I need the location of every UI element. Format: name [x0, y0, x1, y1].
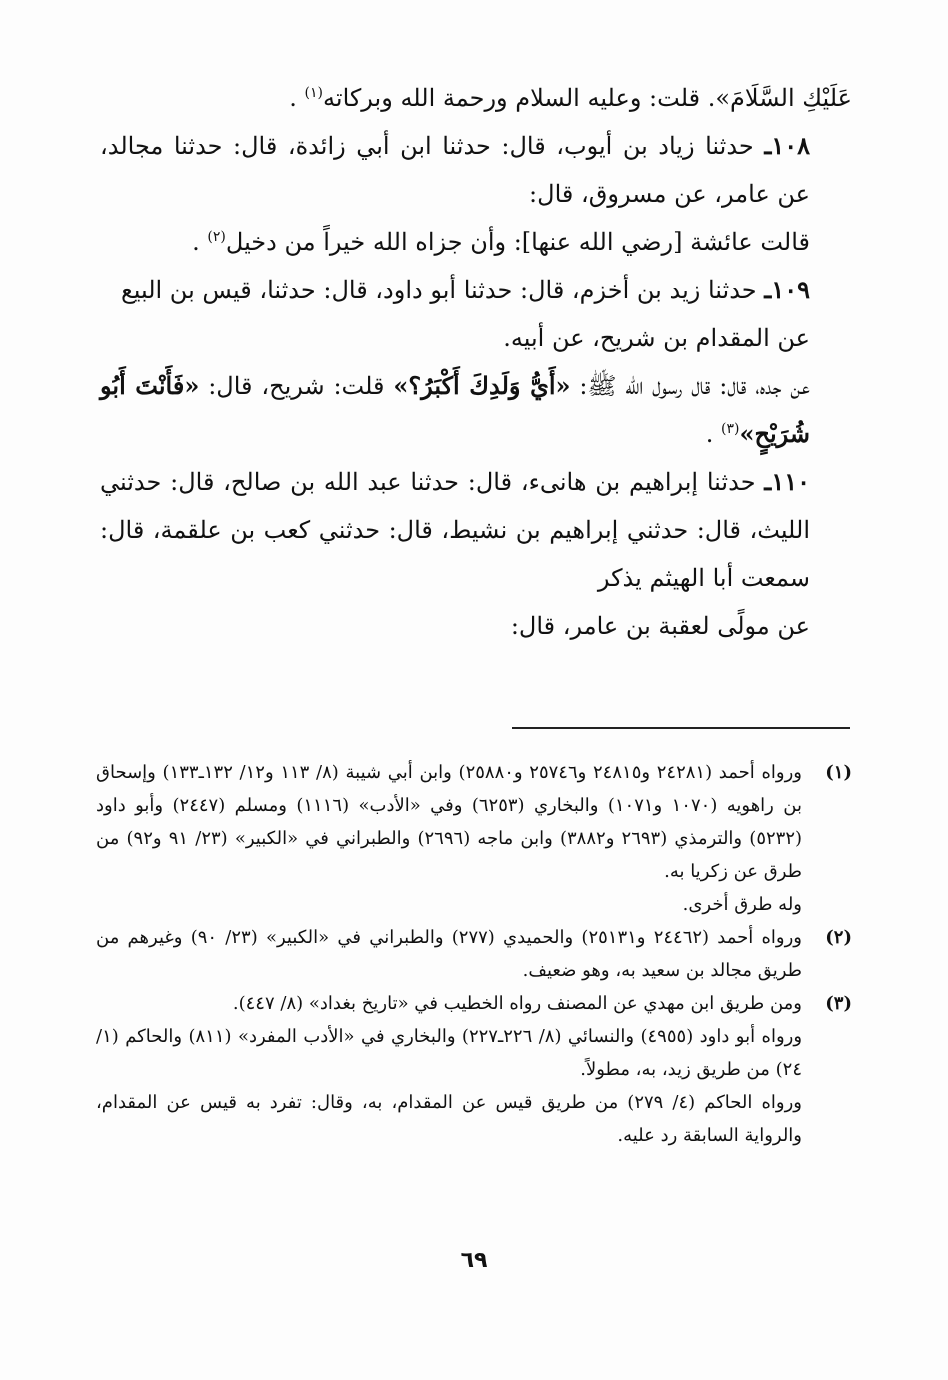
page-number: ٦٩ — [460, 1248, 488, 1273]
prophetic-quote: «فَأَنْتَ أَبُو شُرَيْحٍ» — [100, 371, 810, 448]
hadith-108: ١٠٨ـ حدثنا زياد بن أيوب، قال: حدثنا ابن أبي زائدة، قال: حدثنا مجالد، عن عامر، عن مسروق، قال: — [100, 131, 811, 208]
footnote-line: ومن طريق ابن مهدي عن المصنف رواه الخطيب في «تاريخ بغداد» (٨/ ٤٤٧). — [232, 993, 802, 1014]
footnote-number: (٣) — [825, 993, 852, 1014]
footnote-number: (١) — [825, 762, 852, 783]
hadith-number: ١٠٩ـ — [764, 275, 810, 304]
hadith-number: ١٠٨ـ — [764, 131, 811, 160]
footnotes — [96, 756, 852, 1152]
footnote-ref-2[interactable]: (٢) — [207, 229, 226, 245]
footnote-ref-3[interactable]: (٣) — [721, 421, 740, 437]
footnote-3 — [96, 987, 852, 1152]
footnote-divider — [512, 727, 850, 729]
hadith-109-text: عن جده، قال: قال رسول الله ﷺ: «أَيُّ وَلَدِكَ أَكْبَرُ؟» قلت: شريح، قال: «فَأَنْتَ أَبُو شُرَيْحٍ»$^{(٣)}$ . — [100, 371, 810, 448]
footnote-line: ورواه أحمد (٢٤٤٦٢ و٢٥١٣١) والحميدي (٢٧٧) والطبراني في «الكبير» (٢٣/ ٩٠) وغيرهم من طريق مجالد بن سعيد به، وهو ضعيف. — [96, 927, 802, 981]
footnote-line: ورواه أحمد (٢٤٢٨١ و٢٤٨١٥ و٢٥٧٤٦ و٢٥٨٨٠) وابن أبي شيبة (٨/ ١١٣ و١٢/ ١٣٢ـ١٣٣) وإسحاق بن راهويه (١٠٧٠ و١٠٧١) والبخاري (٦٢٥٣) وفي «الأدب» (١١١٦) ومسلم (٢٤٤٧) وأبو داود (٥٢٣٢) والترمذي (٢٦٩٣ و٣٨٨٢) وابن ماجه (٢٦٩٦) والطبراني في «الكبير» (٢٣/ ٩١ و٩٢) من طرق عن زكريا به. — [96, 762, 803, 882]
footnote-line: ورواه الحاكم (٤/ ٢٧٩) من طريق قيس عن المقدام، به، وقال: تفرد به قيس عن المقدام، والرواية السابقة رد عليه. — [96, 1092, 802, 1146]
hadith-number: ١١٠ـ — [764, 467, 810, 496]
main-text — [100, 74, 852, 650]
hadith-109-isnad: عن المقدام بن شريح، عن أبيه. — [503, 324, 810, 352]
hadith-108-text: قالت عائشة [رضي الله عنها]: وأن جزاه الله خيراً من دخيل$^{(٢)}$ . — [192, 228, 810, 256]
footnote-line: وله طرق أخرى. — [682, 894, 802, 915]
footnote-line: ورواه أبو داود (٤٩٥٥) والنسائي (٨/ ٢٢٦ـ٢٢٧) والبخاري في «الأدب المفرد» (٨١١) والحاكم (١/ ٢٤) من طريق زيد، به، مطولاً. — [96, 1026, 803, 1080]
hadith-110-isnad: عن مولًى لعقبة بن عامر، قال: — [510, 612, 810, 640]
footnote-ref-1[interactable]: (١) — [304, 85, 324, 101]
footnote-2 — [96, 921, 852, 987]
hadith-110: ١١٠ـ حدثنا إبراهيم بن هانىء، قال: حدثنا عبد الله بن صالح، قال: حدثني الليث، قال: حدثني إبراهيم بن نشيط، قال: حدثني كعب بن علقمة، قال: سمعت أبا الهيثم يذكر — [100, 467, 810, 592]
footnote-number: (٢) — [825, 927, 852, 948]
hadith-109: ١٠٩ـ حدثنا زيد بن أخزم، قال: حدثنا أبو داود، قال: حدثنا، قيس بن البيع — [120, 275, 810, 304]
footnote-1 — [96, 756, 852, 921]
closing-line: عَلَيْكِ السَّلَامَ». قلت: وعليه السلام ورحمة الله وبركاته$^{(١)}$ . — [289, 84, 852, 112]
prophetic-quote: «أَيُّ وَلَدِكَ أَكْبَرُ؟» — [393, 371, 571, 400]
